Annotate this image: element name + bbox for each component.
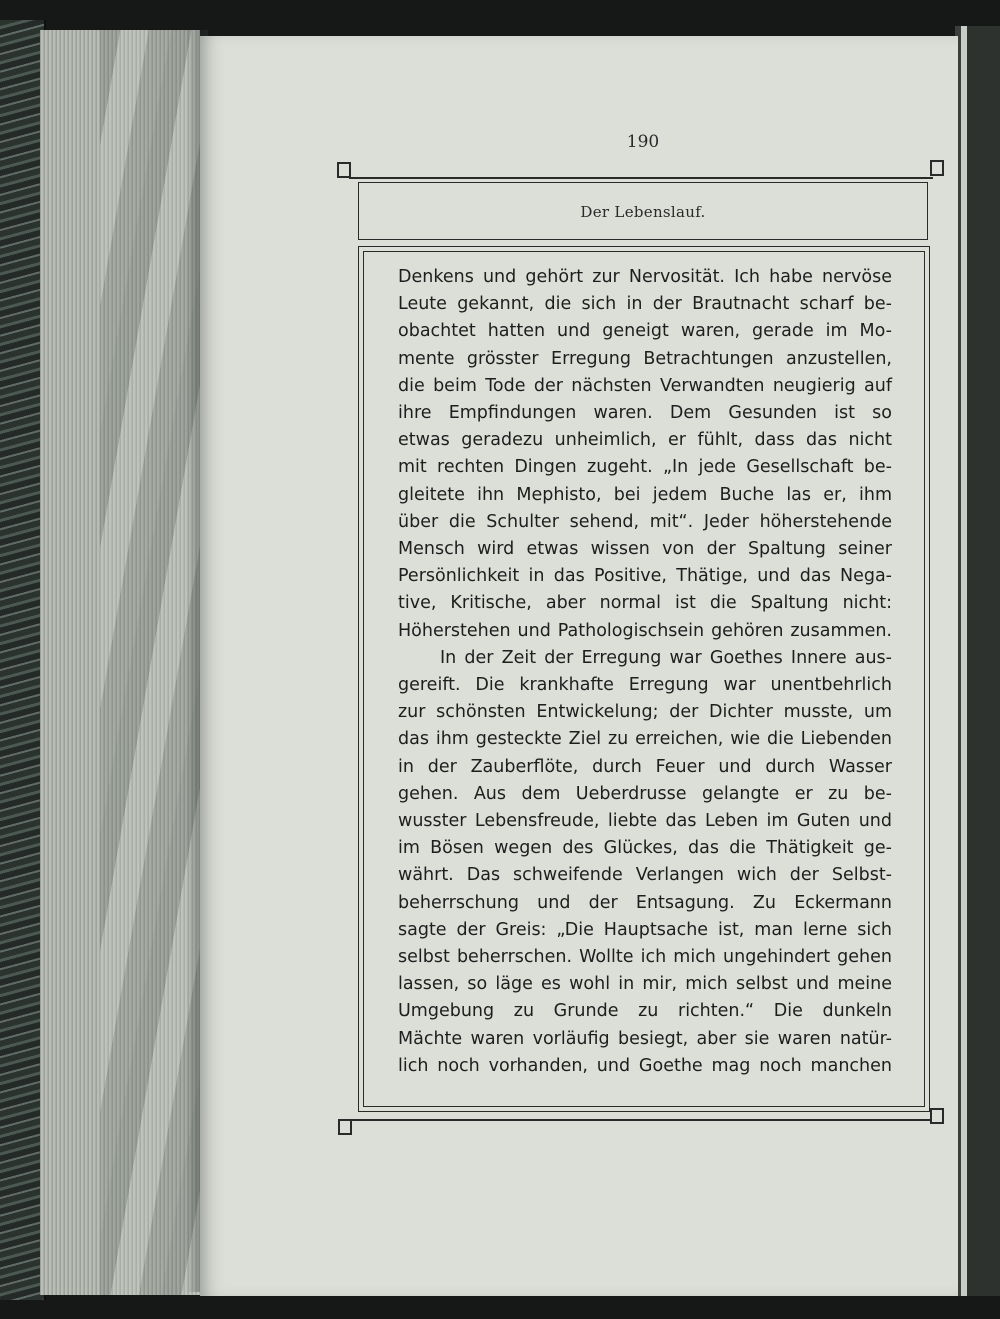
- text-line: tive, Kritische, aber normal ist die Spaltung nicht:: [398, 593, 892, 614]
- facing-page-edge: [955, 26, 1000, 1296]
- text-line: über die Schulter sehend, mit“. Jeder höherstehende: [398, 511, 892, 532]
- text-line: etwas geradezu unheimlich, er fühlt, dass das nicht: [398, 430, 892, 451]
- text-line: gehen. Aus dem Ueberdrusse gelangte er zu be-: [398, 783, 892, 804]
- frame-corner-top-right: [930, 160, 944, 176]
- text-line: obachtet hatten und geneigt waren, gerade im Mo-: [398, 321, 892, 342]
- text-line: Mensch wird etwas wissen von der Spaltung seiner: [398, 539, 892, 560]
- text-line: Mächte waren vorläufig besiegt, aber sie waren natür-: [398, 1028, 892, 1049]
- text-line: Umgebung zu Grunde zu richten.“ Die dunkeln: [398, 1001, 892, 1022]
- text-line: gleitete ihn Mephisto, bei jedem Buche las er, ihm: [398, 484, 892, 505]
- text-line: währt. Das schweifende Verlangen wich der Selbst-: [398, 865, 892, 886]
- text-line: lich noch vorhanden, und Goethe mag noch manchen: [398, 1055, 892, 1076]
- text-line: Persönlichkeit in das Positive, Thätige, und das Nega-: [398, 566, 892, 587]
- text-line: Leute gekannt, die sich in der Brautnacht scharf be-: [398, 294, 892, 315]
- frame-corner-bottom-right: [930, 1108, 944, 1124]
- text-line: die beim Tode der nächsten Verwandten neugierig auf: [398, 375, 892, 396]
- text-line: selbst beherrschen. Wollte ich mich ungehindert gehen: [398, 947, 892, 968]
- page-number: 190: [626, 132, 660, 152]
- frame-corner-top-left: [337, 162, 351, 178]
- text-line: zur schönsten Entwickelung; der Dichter musste, um: [398, 702, 892, 723]
- text-line: im Bösen wegen des Glückes, das die Thätigkeit ge-: [398, 838, 892, 859]
- text-line: lassen, so läge es wohl in mir, mich selbst und meine: [398, 974, 892, 995]
- frame-corner-bottom-left: [338, 1119, 352, 1135]
- text-line: mente grösster Erregung Betrachtungen anzustellen,: [398, 348, 892, 369]
- text-line: In der Zeit der Erregung war Goethes Innere aus-: [440, 647, 892, 668]
- text-line: ihre Empfindungen waren. Dem Gesunden ist so: [398, 403, 892, 424]
- running-head-box: [358, 182, 928, 240]
- frame-top-rule: [349, 177, 933, 179]
- text-line: wusster Lebensfreude, liebte das Leben im Guten und: [398, 811, 892, 832]
- text-line: Denkens und gehört zur Nervosität. Ich habe nervöse: [398, 267, 892, 287]
- text-line: in der Zauberflöte, durch Feuer und durch Wasser: [398, 756, 892, 777]
- text-line: mit rechten Dingen zugeht. „In jede Gesellschaft be-: [398, 457, 892, 478]
- body-text: [398, 264, 892, 1080]
- text-line: sagte der Greis: „Die Hauptsache ist, man lerne sich: [398, 919, 892, 940]
- text-line: Höherstehen und Pathologischsein gehören zusammen.: [398, 620, 892, 641]
- page-edges: [40, 30, 200, 1295]
- text-line: gereift. Die krankhafte Erregung war unentbehrlich: [398, 675, 892, 696]
- running-head: Der Lebenslauf.: [580, 203, 706, 221]
- frame-bottom-rule: [349, 1119, 933, 1121]
- text-line: das ihm gesteckte Ziel zu erreichen, wie die Liebenden: [398, 729, 892, 750]
- text-line: beherrschung und der Entsagung. Zu Eckermann: [398, 892, 892, 913]
